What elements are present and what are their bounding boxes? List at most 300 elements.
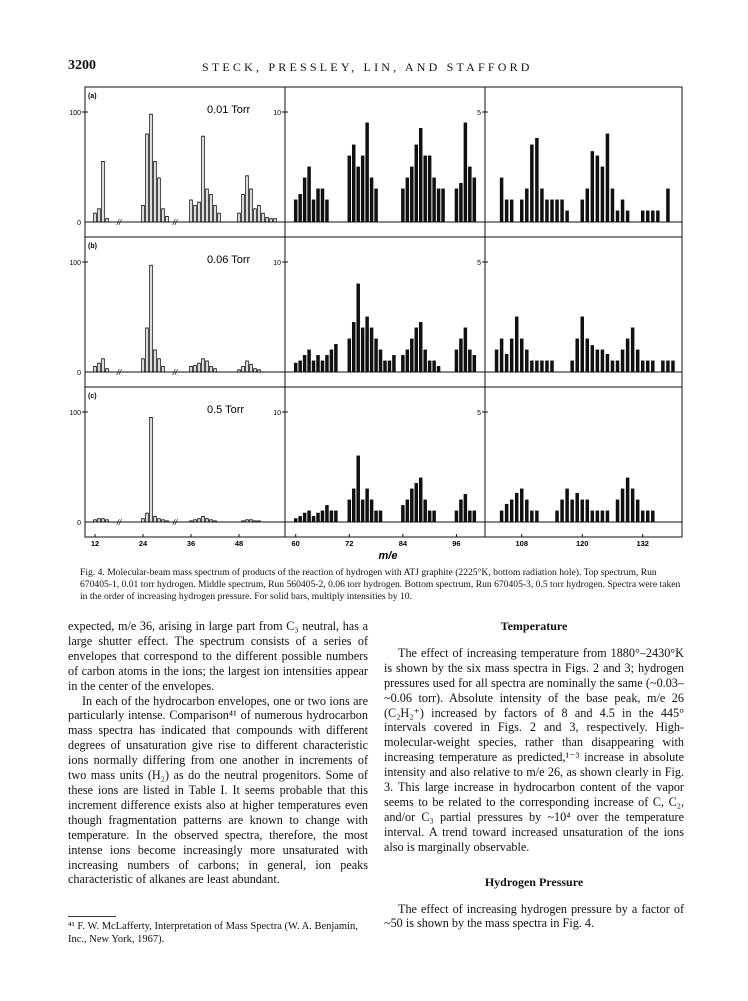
spectrum-bar xyxy=(652,211,655,222)
spectrum-bar xyxy=(166,217,169,223)
spectrum-bar xyxy=(303,513,306,522)
spectrum-bar xyxy=(242,195,245,223)
paragraph: In each of the hydrocarbon envelopes, one or two ions are particularly intense. Comparison⁴¹ of numerous hydrocarbon mass spectra has indicated that compounds with different degrees of unsaturation give rise to different characteristic ions normally differing from one another in increments of two mass units (H₂) as do the neutral progenitors. Some of these ions are listed in Table I. It seems probable that this increment difference exists also at higher temperatures even though fragmentation patterns are known to change with temperature. In the observed spectra, therefore, the most intense ions become increasingly more unsaturated with increasing numbers of carbons; in general, ion peaks characteristic of alkanes are least abundant. xyxy=(68,693,368,887)
spectrum-bar xyxy=(299,517,302,523)
spectrum-bar xyxy=(464,328,467,372)
spectrum-bar xyxy=(206,361,209,372)
spectrum-bar xyxy=(526,500,529,522)
spectrum-bar xyxy=(662,361,665,372)
panel-pressure-label: 0.5 Torr xyxy=(207,404,245,416)
spectrum-bar xyxy=(586,339,589,372)
x-tick-label: 72 xyxy=(345,539,354,548)
spectrum-bar xyxy=(202,359,205,372)
spectrum-bar xyxy=(652,361,655,372)
spectrum-bar xyxy=(636,500,639,522)
spectrum-bar xyxy=(370,500,373,522)
spectrum-bar xyxy=(321,361,324,372)
spectrum-bar xyxy=(254,521,257,522)
spectrum-bar xyxy=(294,200,297,222)
spectrum-bar xyxy=(352,489,355,522)
spectrum-bar xyxy=(546,200,549,222)
spectrum-bar xyxy=(621,200,624,222)
spectrum-bar xyxy=(312,361,315,372)
x-tick-label: 24 xyxy=(138,539,148,548)
spectrum-bar xyxy=(402,189,405,222)
spectrum-bar xyxy=(214,206,217,223)
spectrum-bar xyxy=(415,484,418,523)
spectrum-bar xyxy=(601,350,604,372)
spectrum-bar xyxy=(154,350,157,372)
spectrum-bar xyxy=(455,511,458,522)
spectrum-bar xyxy=(581,500,584,522)
spectrum-bar xyxy=(460,500,463,522)
spectrum-bar xyxy=(102,519,105,522)
footnote: ⁴¹ F. W. McLafferty, Interpretation of Mass Spectra (W. A. Benjamin, Inc., New York, 1967). xyxy=(68,921,358,945)
spectrum-bar xyxy=(330,511,333,522)
spectrum-panel xyxy=(69,237,682,387)
y-tick-label: 5 xyxy=(477,410,481,417)
spectrum-bar xyxy=(621,350,624,372)
spectrum-bar xyxy=(428,361,431,372)
axis-break-mark: // xyxy=(116,218,122,227)
right-column xyxy=(384,619,684,931)
spectrum-bar xyxy=(536,138,539,222)
spectrum-bar xyxy=(214,369,217,372)
running-title: STECK, PRESSLEY, LIN, AND STAFFORD xyxy=(202,60,533,74)
spectrum-bar xyxy=(419,323,422,373)
spectrum-bar xyxy=(657,211,660,222)
spectrum-bar xyxy=(198,202,201,222)
spectrum-bar xyxy=(626,211,629,222)
spectrum-bar xyxy=(246,361,249,372)
spectrum-bar xyxy=(410,339,413,372)
spectrum-bar xyxy=(556,200,559,222)
spectrum-bar xyxy=(388,361,391,372)
spectrum-bar xyxy=(536,511,539,522)
spectrum-bar xyxy=(357,456,360,522)
spectrum-bar xyxy=(591,346,594,372)
spectrum-bar xyxy=(106,520,109,522)
axis-break-mark: // xyxy=(172,518,178,527)
spectrum-bar xyxy=(561,200,564,222)
panel-letter: (c) xyxy=(88,393,97,400)
spectrum-bar xyxy=(469,511,472,522)
spectrum-bar xyxy=(442,189,445,222)
panel-pressure-label: 0.01 Torr xyxy=(207,104,251,116)
spectrum-bar xyxy=(166,521,169,522)
y-tick-label: 10 xyxy=(273,110,281,117)
spectrum-bar xyxy=(250,364,253,372)
spectrum-bar xyxy=(154,517,157,523)
spectrum-bar xyxy=(361,328,364,372)
y-tick-label: 5 xyxy=(477,110,481,117)
spectrum-bar xyxy=(162,367,165,373)
axis-break-mark: // xyxy=(116,368,122,377)
spectrum-bar xyxy=(317,356,320,373)
spectrum-bar xyxy=(190,200,193,222)
spectrum-bar xyxy=(667,189,670,222)
spectrum-bar xyxy=(500,511,503,522)
spectrum-bar xyxy=(541,189,544,222)
spectrum-bar xyxy=(370,328,373,372)
spectrum-bar xyxy=(146,513,149,522)
spectrum-bar xyxy=(194,365,197,372)
mass-spectrum-figure xyxy=(40,82,700,562)
spectrum-bar xyxy=(526,189,529,222)
spectrum-bar xyxy=(150,418,153,523)
spectrum-bar xyxy=(250,520,253,522)
spectrum-bar xyxy=(357,167,360,222)
spectrum-bar xyxy=(571,361,574,372)
spectrum-bar xyxy=(94,520,97,522)
panel-pressure-label: 0.06 Torr xyxy=(207,254,251,266)
spectrum-bar xyxy=(616,211,619,222)
spectrum-bar xyxy=(250,189,253,222)
spectrum-bar xyxy=(198,519,201,522)
spectrum-panel xyxy=(69,387,682,537)
spectrum-bar xyxy=(154,162,157,223)
spectrum-bar xyxy=(631,489,634,522)
spectrum-bar xyxy=(576,493,579,522)
spectrum-bar xyxy=(406,500,409,522)
spectrum-bar xyxy=(402,506,405,523)
spectrum-bar xyxy=(505,200,508,222)
spectrum-bar xyxy=(455,189,458,222)
spectrum-bar xyxy=(214,521,217,522)
x-tick-label: 36 xyxy=(186,539,196,548)
x-tick-label: 96 xyxy=(452,539,461,548)
spectrum-bar xyxy=(366,317,369,372)
spectrum-bar xyxy=(258,521,261,522)
x-tick-label: 120 xyxy=(575,539,589,548)
panel-letter: (a) xyxy=(88,93,97,100)
spectrum-bar xyxy=(667,361,670,372)
spectrum-bar xyxy=(415,328,418,372)
spectrum-bar xyxy=(626,478,629,522)
spectrum-bar xyxy=(464,495,467,523)
spectrum-bar xyxy=(551,200,554,222)
spectrum-bar xyxy=(274,219,277,222)
spectrum-bar xyxy=(515,317,518,372)
spectrum-bar xyxy=(631,328,634,372)
spectrum-bar xyxy=(238,213,241,222)
spectrum-bar xyxy=(102,162,105,223)
spectrum-bar xyxy=(98,519,101,522)
spectrum-bar xyxy=(596,350,599,372)
spectrum-bar xyxy=(317,189,320,222)
spectrum-bar xyxy=(510,339,513,372)
x-tick-label: 12 xyxy=(90,539,100,548)
spectrum-bar xyxy=(198,363,201,372)
y-tick-label: 10 xyxy=(273,410,281,417)
spectrum-bar xyxy=(348,500,351,522)
spectrum-bar xyxy=(210,195,213,223)
spectrum-bar xyxy=(586,189,589,222)
spectrum-bar xyxy=(348,339,351,372)
spectrum-bar xyxy=(571,500,574,522)
spectrum-bar xyxy=(326,506,329,523)
spectrum-bar xyxy=(531,511,534,522)
spectrum-bar xyxy=(437,367,440,373)
spectrum-bar xyxy=(308,511,311,522)
spectrum-bar xyxy=(98,209,101,222)
spectrum-bar xyxy=(326,200,329,222)
spectrum-bar xyxy=(299,195,302,223)
spectrum-bar xyxy=(321,189,324,222)
spectrum-bar xyxy=(641,361,644,372)
spectrum-bar xyxy=(308,350,311,372)
spectrum-bar xyxy=(641,211,644,222)
spectrum-bar xyxy=(375,189,378,222)
spectrum-bar xyxy=(520,339,523,372)
spectrum-bar xyxy=(384,361,387,372)
spectrum-bar xyxy=(606,134,609,222)
axis-break-mark: // xyxy=(172,368,178,377)
spectrum-bar xyxy=(202,136,205,222)
spectrum-bar xyxy=(258,206,261,223)
spectrum-bar xyxy=(601,167,604,222)
spectrum-bar xyxy=(303,356,306,373)
x-tick-label: 132 xyxy=(636,539,649,548)
spectrum-bar xyxy=(510,200,513,222)
spectrum-bar xyxy=(357,284,360,372)
spectrum-bar xyxy=(455,350,458,372)
spectrum-bar xyxy=(294,363,297,372)
spectrum-bar xyxy=(621,489,624,522)
spectrum-bar xyxy=(262,213,265,222)
y-tick-label: 100 xyxy=(69,260,81,267)
spectrum-bar xyxy=(616,361,619,372)
spectrum-bar xyxy=(142,206,145,223)
spectrum-bar xyxy=(460,184,463,223)
spectrum-bar xyxy=(258,370,261,372)
spectrum-bar xyxy=(361,156,364,222)
spectrum-bar xyxy=(210,367,213,373)
spectrum-bar xyxy=(162,520,165,522)
spectrum-bar xyxy=(531,145,534,222)
spectrum-bar xyxy=(366,489,369,522)
y-tick-label: 100 xyxy=(69,110,81,117)
spectrum-bar xyxy=(335,345,338,373)
spectrum-bar xyxy=(601,511,604,522)
zero-label: 0 xyxy=(77,220,81,227)
spectrum-bar xyxy=(210,520,213,522)
spectrum-bar xyxy=(424,350,427,372)
spectrum-bar xyxy=(433,511,436,522)
y-tick-label: 10 xyxy=(273,260,281,267)
spectrum-bar xyxy=(294,519,297,522)
spectrum-bar xyxy=(424,156,427,222)
spectrum-bar xyxy=(576,339,579,372)
spectrum-bar xyxy=(270,219,273,222)
spectrum-bar xyxy=(556,511,559,522)
zero-label: 0 xyxy=(77,520,81,527)
spectrum-bar xyxy=(158,359,161,372)
spectrum-bar xyxy=(375,339,378,372)
page-number: 3200 xyxy=(68,58,96,73)
spectrum-bar xyxy=(428,156,431,222)
paragraph: The effect of increasing temperature from 1880°–2430°K is shown by the six mass spectra in Figs. 2 and 3; hydrogen pressures used for all spectra are nominally the same (~0.03–~0.06 torr). Absolute intensity of the base peak, m/e 26 (C₂H₂⁺) increased by factors of 8 and 4.5 in the 445° intervals covered in Figs. 2 and 3, respectively. High-molecular-weight species, rather than disappearing with increasing temperature as predicted,¹⁻³ increase in absolute intensity and also relative to m/e 26, as shown clearly in Fig. 3. This large increase in hydrocarbon content of the vapor seems to be related to the corresponding increase of C, C₂, and/or C₃ partial pressures by ~10⁴ over the temperature interval. A trend toward increased unsaturation of the ions also is marginally observable. xyxy=(384,645,684,854)
spectrum-bar xyxy=(510,500,513,522)
spectrum-bar xyxy=(303,178,306,222)
spectrum-bar xyxy=(352,145,355,222)
spectrum-bar xyxy=(150,265,153,372)
spectrum-bar xyxy=(626,339,629,372)
spectrum-bar xyxy=(402,356,405,373)
spectrum-bar xyxy=(379,511,382,522)
spectrum-bar xyxy=(142,519,145,522)
spectrum-bar xyxy=(428,511,431,522)
spectrum-bar xyxy=(586,500,589,522)
spectrum-bar xyxy=(142,359,145,372)
spectrum-bar xyxy=(546,361,549,372)
spectrum-bar xyxy=(460,339,463,372)
page-header xyxy=(68,58,688,76)
spectrum-bar xyxy=(190,521,193,522)
spectrum-bar xyxy=(464,123,467,222)
spectrum-bar xyxy=(406,178,409,222)
spectrum-bar xyxy=(611,361,614,372)
spectrum-bar xyxy=(616,500,619,522)
spectrum-bar xyxy=(515,493,518,522)
spectrum-bar xyxy=(536,361,539,372)
spectrum-bar xyxy=(566,211,569,222)
zero-label: 0 xyxy=(77,370,81,377)
spectrum-bar xyxy=(437,189,440,222)
spectrum-bar xyxy=(433,178,436,222)
spectrum-bar xyxy=(581,317,584,372)
spectrum-bar xyxy=(190,367,193,373)
spectrum-bar xyxy=(606,511,609,522)
spectrum-bar xyxy=(500,339,503,372)
spectrum-bar xyxy=(652,511,655,522)
spectrum-bar xyxy=(246,176,249,222)
spectrum-bar xyxy=(379,350,382,372)
spectrum-bar xyxy=(410,167,413,222)
spectrum-bar xyxy=(326,356,329,373)
x-axis-label: m/e xyxy=(378,550,398,562)
spectrum-bar xyxy=(206,189,209,222)
spectrum-bar xyxy=(102,359,105,372)
spectrum-bar xyxy=(146,134,149,222)
spectrum-bar xyxy=(194,206,197,223)
spectrum-bar xyxy=(194,520,197,522)
spectrum-bar xyxy=(596,511,599,522)
spectrum-bar xyxy=(473,356,476,373)
spectrum-bar xyxy=(106,219,109,222)
spectrum-bar xyxy=(146,328,149,372)
spectrum-bar xyxy=(317,513,320,522)
axis-break-mark: // xyxy=(172,218,178,227)
spectrum-bar xyxy=(531,361,534,372)
spectrum-bar xyxy=(526,350,529,372)
x-tick-label: 48 xyxy=(234,539,244,548)
spectrum-bar xyxy=(370,178,373,222)
spectrum-bar xyxy=(672,361,675,372)
spectrum-bar xyxy=(520,489,523,522)
spectrum-bar xyxy=(419,129,422,223)
spectrum-bar xyxy=(581,200,584,222)
spectrum-bar xyxy=(419,478,422,522)
spectrum-bar xyxy=(308,167,311,222)
spectrum-bar xyxy=(162,209,165,222)
spectrum-bar xyxy=(473,511,476,522)
spectrum-bar xyxy=(611,189,614,222)
spectrum-bar xyxy=(591,511,594,522)
spectrum-bar xyxy=(158,519,161,522)
spectrum-bar xyxy=(433,361,436,372)
spectrum-bar xyxy=(415,145,418,222)
spectrum-bar xyxy=(348,156,351,222)
x-tick-label: 108 xyxy=(515,539,529,548)
spectrum-bar xyxy=(646,211,649,222)
spectrum-bar xyxy=(410,489,413,522)
spectrum-bar xyxy=(206,519,209,522)
spectrum-bar xyxy=(312,200,315,222)
spectrum-bar xyxy=(566,489,569,522)
spectrum-bar xyxy=(94,213,97,222)
spectrum-bar xyxy=(94,367,97,373)
spectrum-bar xyxy=(335,511,338,522)
spectrum-bar xyxy=(505,504,508,522)
spectrum-bar xyxy=(98,363,101,372)
spectrum-bar xyxy=(352,323,355,373)
spectrum-bar xyxy=(591,152,594,222)
x-axis xyxy=(91,534,649,562)
spectrum-bar xyxy=(312,517,315,523)
spectrum-bar xyxy=(238,370,241,372)
spectrum-bar xyxy=(551,361,554,372)
spectrum-bar xyxy=(246,520,249,522)
spectrum-bar xyxy=(106,369,109,372)
panel-letter: (b) xyxy=(88,243,97,250)
axis-break-mark: // xyxy=(116,518,122,527)
spectrum-bar xyxy=(469,350,472,372)
spectrum-bar xyxy=(500,178,503,222)
left-column xyxy=(68,619,368,887)
x-tick-label: 84 xyxy=(398,539,408,548)
spectrum-bar xyxy=(299,361,302,372)
spectrum-bar xyxy=(361,500,364,522)
spectrum-bar xyxy=(242,367,245,373)
spectrum-bar xyxy=(641,511,644,522)
spectrum-bar xyxy=(150,114,153,222)
y-tick-label: 100 xyxy=(69,410,81,417)
spectrum-bar xyxy=(561,500,564,522)
spectrum-bar xyxy=(646,361,649,372)
spectrum-bar xyxy=(158,178,161,222)
spectrum-bar xyxy=(424,500,427,522)
spectrum-bar xyxy=(406,350,409,372)
spectrum-bar xyxy=(375,511,378,522)
spectrum-bar xyxy=(254,209,257,222)
spectrum-bar xyxy=(596,156,599,222)
spectrum-bar xyxy=(541,361,544,372)
spectrum-bar xyxy=(393,356,396,373)
paragraph: The effect of increasing hydrogen pressure by a factor of ~50 is shown by the mass spectra in Fig. 4. xyxy=(384,901,684,931)
section-heading-hydrogen-pressure: Hydrogen Pressure xyxy=(484,874,584,889)
spectrum-bar xyxy=(366,123,369,222)
spectrum-panel xyxy=(69,87,682,237)
x-tick-label: 60 xyxy=(291,539,300,548)
spectrum-bar xyxy=(505,354,508,372)
paragraph: expected, m/e 36, arising in large part from C₃ neutral, has a large shutter effect. The spectrum consists of a series of envelopes that correspond to the different possible numbers of carbon atoms in the ions; the largest ion intensities appear in the center of the envelopes. xyxy=(68,619,368,693)
spectrum-bar xyxy=(330,350,333,372)
spectrum-bar xyxy=(321,511,324,522)
y-tick-label: 5 xyxy=(477,260,481,267)
spectrum-bar xyxy=(520,200,523,222)
spectrum-bar xyxy=(202,517,205,523)
